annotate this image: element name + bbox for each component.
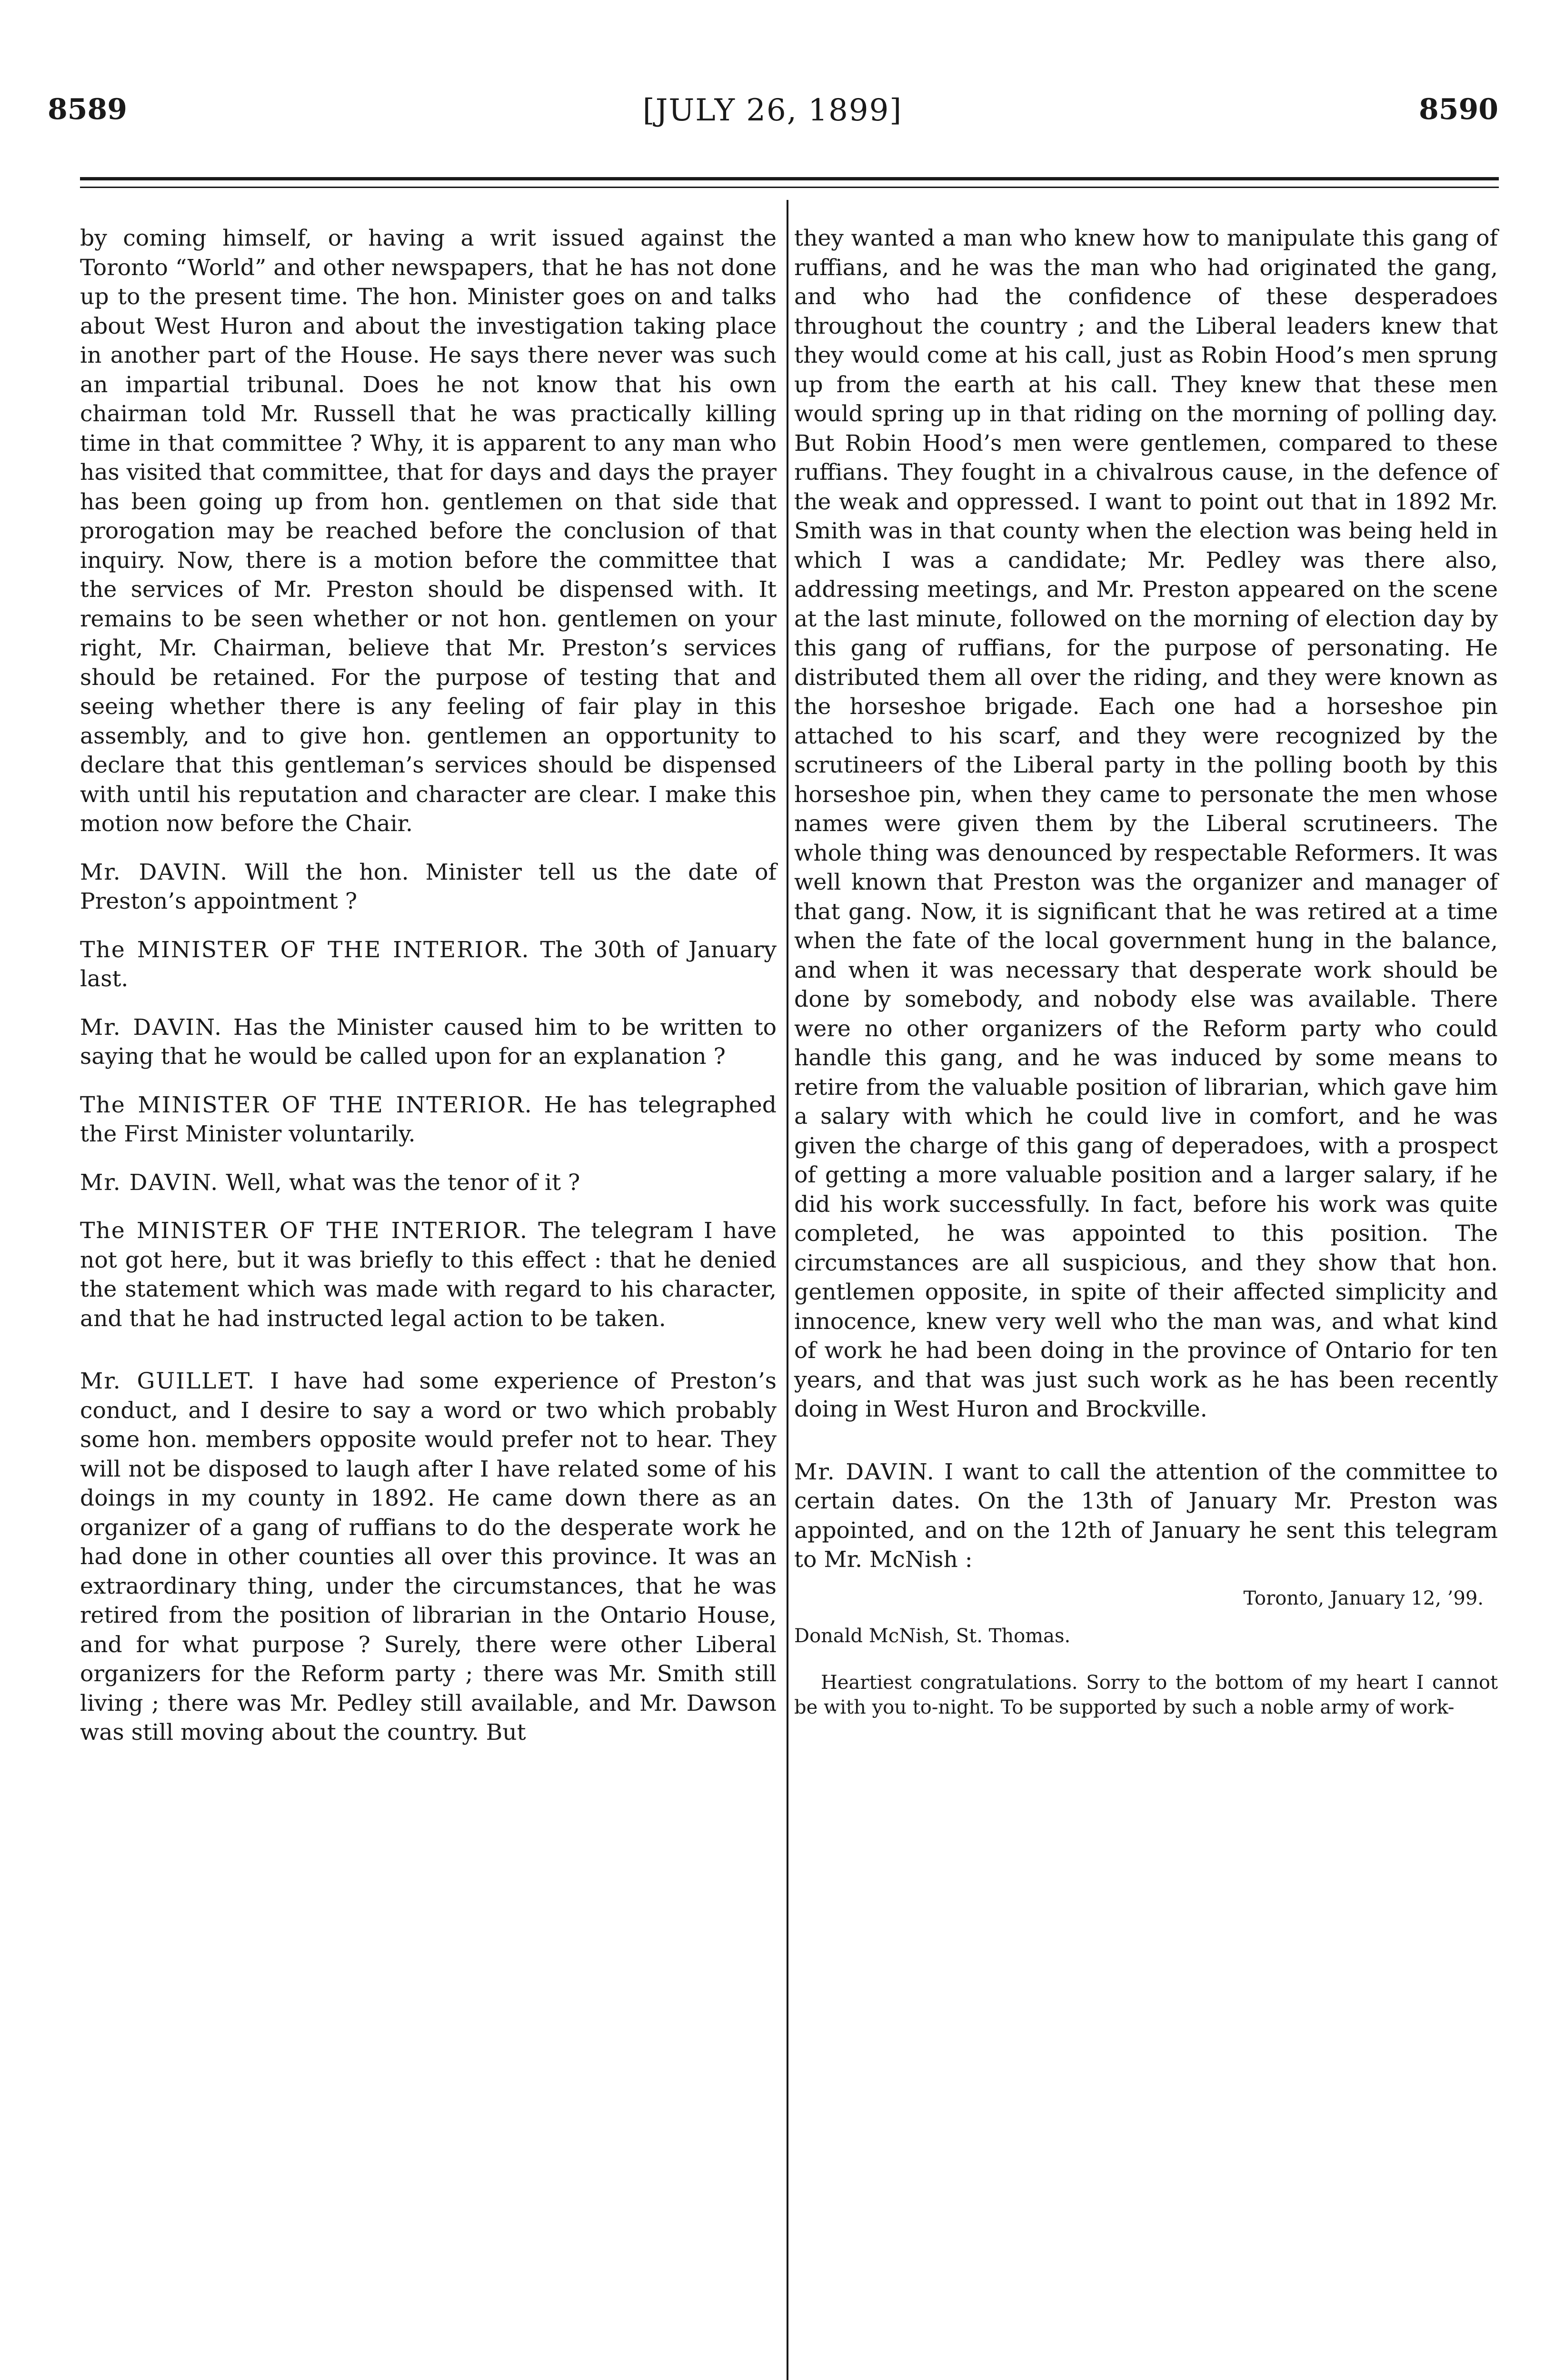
telegram-date: Toronto, January 12, ’99.	[1243, 1587, 1484, 1609]
speaker-name: The MINISTER OF THE INTERIOR.	[80, 936, 530, 963]
speech-text: I have had some experience of Preston’s conduct, and I desire to say a word or two which probably some hon. members opposite would prefer not to hear. They will not be disposed to laugh after I have related some of his doings in my county in 1892. He came down there as an organizer of a gang of ruffians to do the desperate work he had done in other counties all over this province. It was an extraordinary thing, under the circumstances, that he was retired from the position of librarian in the Ontario House, and for what purpose ? Surely, there were other Liberal organizers for the Reform party ; there was Mr. Smith still living ; there was Mr. Pedley still available, and Mr. Dawson was still moving about the country. But	[80, 1368, 777, 1745]
column-divider	[787, 200, 788, 2380]
speaker-name: Mr. DAVIN.	[80, 1014, 223, 1041]
speaker-name: Mr. DAVIN.	[80, 859, 229, 885]
page-header	[0, 93, 1545, 150]
speech-text: The telegram I have not got here, but it was briefly to this effect : that he denied the statement which was made with regard to his character, and that he had instructed legal action to be taken.	[80, 1218, 777, 1332]
paragraph: they wanted a man who knew how to manipulate this gang of ruffians, and he was the man who had originated the gang, and who had the confidence of these desperadoes throughout the country ; and the Liberal leaders knew that they would come at his call, just as Robin Hood’s men sprung up from the earth at his call. They knew that these men would spring up in that riding on the morning of polling day. But Robin Hood’s men were gentlemen, compared to these ruffians. They fought in a chivalrous cause, in the defence of the weak and oppressed. I want to point out that in 1892 Mr. Smith was in that county when the election was being held in which I was a candidate; Mr. Pedley was there also, addressing meetings, and Mr. Preston appeared on the scene at the last minute, followed on the morning of election day by this gang of ruffians, for the purpose of personating. He distributed them all over the riding, and they were known as the horseshoe brigade. Each one had a horseshoe pin attached to his scarf, and they were recognized by the scrutineers of the Liberal party in the polling booth by this horseshoe pin, when they came to personate the men whose names were given them by the Liberal scrutineers. The whole thing was denounced by respectable Reformers. It was well known that Preston was the organizer and manager of that gang. Now, it is significant that he was retired at a time when the fate of the local government hung in the balance, and when it was necessary that desperate work should be done by somebody, and nobody else was available. There were no other organizers of the Reform party who could handle this gang, and he was induced by some means to retire from the valuable position of librarian, which gave him a salary with which he could live in comfort, and he was given the charge of this gang of deperadoes, with a prospect of getting a more valuable position and a larger salary, if he did his work successfully. In fact, before his work was quite completed, he was appointed to this position. The circumstances are all suspicious, and they show that hon. gentlemen opposite, in spite of their affected simplicity and innocence, knew very well who the man was, and what kind of work he had been doing in the province of Ontario for ten years, and that was just such work as he has been recently doing in West Huron and Brockville.	[794, 225, 1498, 1422]
speech-text: Has the Minister caused him to be written to saying that he would be called upon for an explanation ?	[80, 1014, 777, 1070]
speech-davin	[80, 858, 777, 916]
speaker-name: Mr. GUILLET.	[80, 1368, 256, 1394]
speaker-name: Mr. DAVIN.	[80, 1169, 219, 1196]
speech-davin	[80, 1168, 777, 1198]
page-number-right: 8590	[1419, 93, 1498, 126]
header-rule-thick	[80, 177, 1499, 180]
speech-davin	[80, 1013, 777, 1071]
speech-text: He has telegraphed the First Minister voluntarily.	[80, 1091, 777, 1147]
telegram-address: Donald McNish, St. Thomas.	[794, 1625, 1071, 1647]
speech-minister	[80, 935, 777, 994]
speaker-name: The MINISTER OF THE INTERIOR.	[80, 1091, 533, 1118]
speech-text: The 30th of January last.	[80, 936, 777, 992]
paragraph: by coming himself, or having a writ issued against the Toronto “World” and other newspapers, that he has not done up to the present time. The hon. Minister goes on and talks about West Huron and about the investigation taking place in another part of the House. He says there never was such an impartial tribunal. Does he not know that his own chairman told Mr. Russell that he was practically killing time in that committee ? Why, it is apparent to any man who has visited that committee, that for days and days the prayer has been going up from hon. gentlemen on that side that prorogation may be reached before the conclusion of that inquiry. Now, there is a motion before the committee that the services of Mr. Preston should be dispensed with. It remains to be seen whether or not hon. gentlemen on your right, Mr. Chairman, believe that Mr. Preston’s services should be retained. For the purpose of testing that and seeing whether there is any feeling of fair play in this assembly, and to give hon. gentlemen an opportunity to declare that this gentleman’s services should be dispensed with until his reputation and character are clear. I make this motion now before the Chair.	[80, 225, 777, 837]
page-number-left: 8589	[48, 93, 127, 126]
speaker-name: The MINISTER OF THE INTERIOR.	[80, 1218, 528, 1244]
speech-guillet	[80, 1367, 777, 1747]
right-column	[794, 224, 1498, 1739]
header-rule-thin	[80, 187, 1499, 188]
left-column	[80, 224, 777, 1747]
telegram-body: Heartiest congratulations. Sorry to the bottom of my heart I cannot be with you to-night. To be supported by such a noble army of work-	[794, 1671, 1498, 1718]
speech-text: Will the hon. Minister tell us the date of Preston’s appointment ?	[80, 859, 777, 914]
speech-text: I want to call the attention of the committee to certain dates. On the 13th of January Mr. Preston was appointed, and on the 12th of January he sent this telegram to Mr. McNish :	[794, 1458, 1498, 1573]
speech-minister	[80, 1091, 777, 1149]
speech-minister	[80, 1216, 777, 1333]
speech-text: Well, what was the tenor of it ?	[226, 1169, 580, 1196]
speech-davin	[794, 1458, 1498, 1575]
speaker-name: Mr. DAVIN.	[794, 1458, 935, 1485]
header-date: [JULY 26, 1899]	[642, 93, 903, 128]
